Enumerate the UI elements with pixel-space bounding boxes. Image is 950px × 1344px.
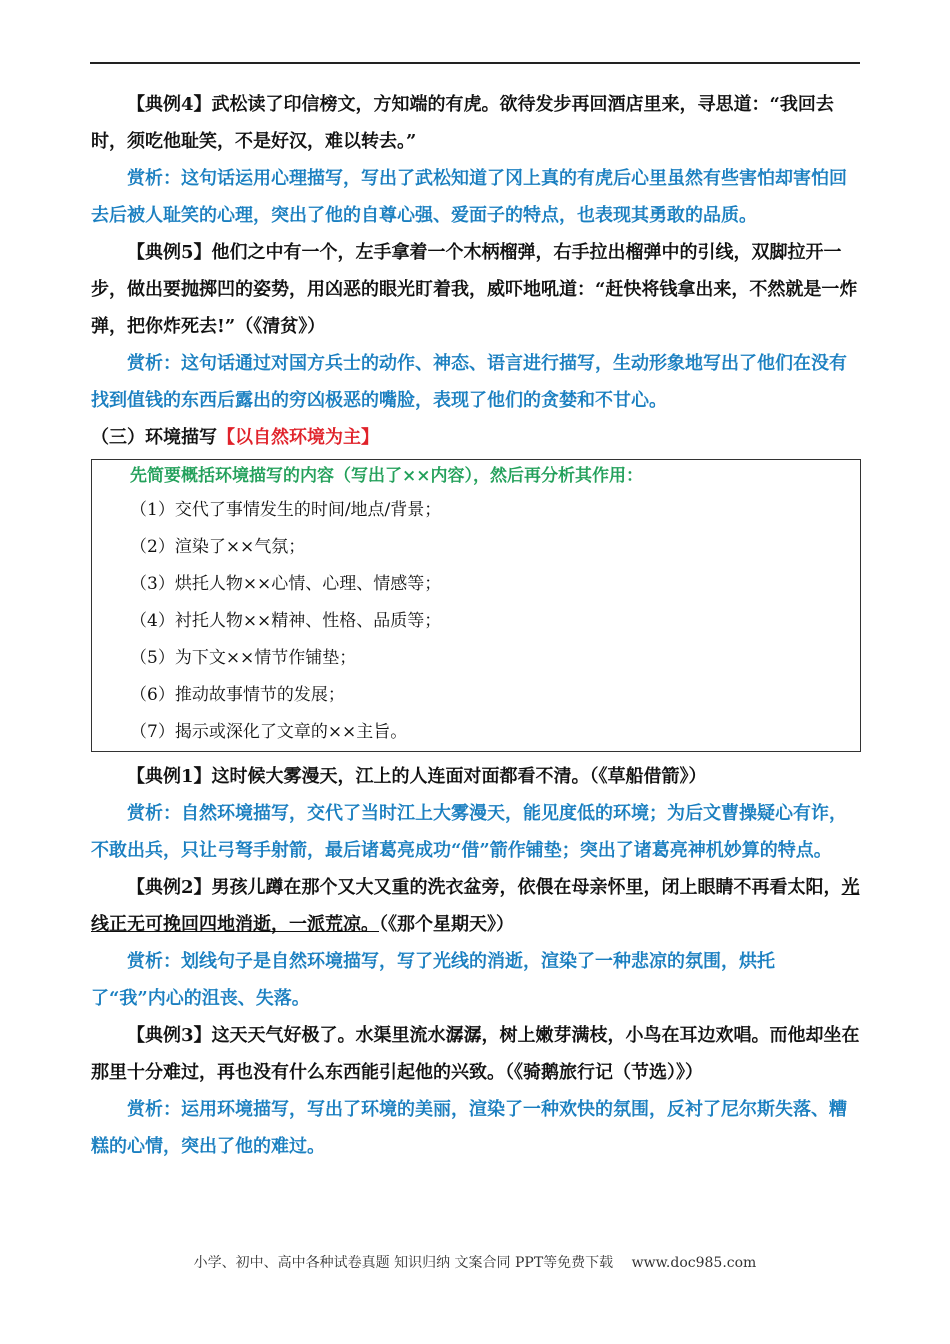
example-tag: 【典例1】 bbox=[127, 766, 212, 787]
example-text: 武松读了印信榜文，方知端的有虎。欲待发步再回酒店里来，寻思道：“我回去时，须吃他耻笑，不是好汉，难以转去。” bbox=[91, 94, 834, 152]
example-5 bbox=[91, 234, 863, 345]
analysis-line: 赏析：划线句子是自然环境描写，写了光线的消逝，渲染了一种悲凉的氛围，烘托 bbox=[127, 951, 775, 972]
example-tag: 【典例3】 bbox=[127, 1025, 212, 1046]
example-text: 他们之中有一个，左手拿着一个木柄榴弹，右手拉出榴弹中的引线，双脚拉开一步，做出要抛掷凹的姿势，用凶恶的眼光盯着我，威吓地吼道：“赶快将钱拿出来，不然就是一炸弹，把你炸死去!”（《清贫》） bbox=[91, 242, 858, 337]
method-box bbox=[91, 459, 861, 752]
section-title: （三）环境描写 bbox=[91, 427, 217, 448]
method-intro: 先简要概括环境描写的内容（写出了××内容），然后再分析其作用： bbox=[130, 466, 643, 486]
underlined-sentence: 光线正无可挽回四地消逝，一派荒凉。 bbox=[91, 877, 860, 935]
page-footer: 小学、初中、高中各种试卷真题 知识归纳 文案合同 PPT等免费下载 www.doc985.com bbox=[193, 1255, 757, 1271]
method-item: （4）衬托人物××精神、性格、品质等； bbox=[130, 611, 442, 631]
example-1 bbox=[91, 758, 863, 795]
analysis-2-continued bbox=[91, 980, 863, 1017]
analysis-3: 赏析：运用环境描写，写出了环境的美丽，渲染了一种欢快的氛围，反衬了尼尔斯失落、糟糕的心情，突出了他的难过。 bbox=[91, 1099, 847, 1157]
analysis-5: 赏析：这句话通过对国方兵士的动作、神态、语言进行描写，生动形象地写出了他们在没有找到值钱的东西后露出的穷凶极恶的嘴脸，表现了他们的贪婪和不甘心。 bbox=[91, 353, 847, 411]
example-source: （《那个星期天》） bbox=[379, 914, 514, 935]
method-item: （1）交代了事情发生的时间/地点/背景； bbox=[130, 500, 442, 520]
section-note: 【以自然环境为主】 bbox=[217, 427, 379, 448]
example-tag: 【典例5】 bbox=[127, 242, 212, 263]
example-tag: 【典例2】 bbox=[127, 877, 212, 898]
example-text: 男孩儿蹲在那个又大又重的洗衣盆旁，依偎在母亲怀里，闭上眼睛不再看太阳， bbox=[211, 877, 842, 898]
header-rule bbox=[90, 62, 860, 64]
method-item: （3）烘托人物××心情、心理、情感等； bbox=[130, 574, 442, 594]
analysis-2 bbox=[91, 943, 863, 980]
method-item: （5）为下文××情节作铺垫； bbox=[130, 648, 357, 668]
example-2 bbox=[91, 869, 863, 943]
example-4 bbox=[91, 86, 863, 160]
method-item: （7）揭示或深化了文章的××主旨。 bbox=[130, 722, 408, 742]
method-item: （2）渲染了××气氛； bbox=[130, 537, 306, 557]
section-heading bbox=[91, 419, 863, 456]
example-tag: 【典例4】 bbox=[127, 94, 212, 115]
example-3 bbox=[91, 1017, 863, 1091]
analysis-1: 赏析：自然环境描写，交代了当时江上大雾漫天，能见度低的环境；为后文曹操疑心有诈，不敢出兵，只让弓弩手射箭，最后诸葛亮成功“借”箭作铺垫；突出了诸葛亮神机妙算的特点。 bbox=[91, 803, 847, 861]
method-item: （6）推动故事情节的发展； bbox=[130, 685, 345, 705]
analysis-4: 赏析：这句话运用心理描写，写出了武松知道了冈上真的有虎后心里虽然有些害怕却害怕回去后被人耻笑的心理，突出了他的自尊心强、爱面子的特点，也表现其勇敢的品质。 bbox=[91, 168, 847, 226]
example-text: 这天天气好极了。水渠里流水潺潺，树上嫩芽满枝，小鸟在耳边欢唱。而他却坐在那里十分难过，再也没有什么东西能引起他的兴致。（《骑鹅旅行记（节选）》） bbox=[91, 1025, 860, 1083]
example-text: 这时候大雾漫天，江上的人连面对面都看不清。（《草船借箭》） bbox=[211, 766, 707, 787]
page-content bbox=[91, 86, 863, 1165]
analysis-line: 了“我”内心的沮丧、失落。 bbox=[91, 988, 310, 1009]
